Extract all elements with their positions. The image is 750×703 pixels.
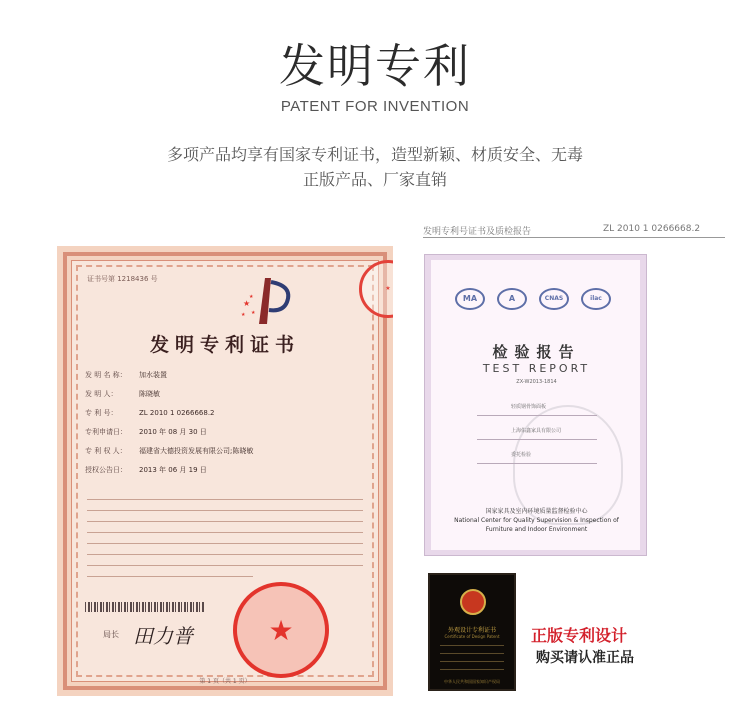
barcode-icon xyxy=(85,602,205,612)
report-row: 轻质钢骨饰面板 xyxy=(511,404,547,410)
report-caption-left: 发明专利号证书及质检报告 xyxy=(423,227,532,237)
cal-logo-icon: A xyxy=(497,288,527,310)
field-row: 发 明 人： 陈晓敏 xyxy=(85,390,160,398)
caption-divider xyxy=(423,237,725,238)
field-row: 授权公告日： 2013 年 06 月 19 日 xyxy=(85,466,207,474)
cma-logo-icon: MA xyxy=(455,288,485,310)
report-row: 上海佑鑫家具有限公司 xyxy=(511,428,562,434)
report-title: 检验报告 xyxy=(492,343,581,361)
certificate-number: 证书号第 1218436 号 xyxy=(87,275,158,283)
ilac-logo-icon: ilac xyxy=(581,288,611,310)
report-number: ZX-W2013-1814 xyxy=(516,379,557,385)
field-row: 专利申请日： 2010 年 08 月 30 日 xyxy=(85,428,207,436)
book-footer: 中华人民共和国国家知识产权局 xyxy=(444,679,500,684)
page-subtitle: PATENT FOR INVENTION xyxy=(280,98,470,115)
org-en-2: Furniture and Indoor Environment xyxy=(485,526,588,533)
cnas-logo-icon: CNAS xyxy=(539,288,569,310)
patent-certificate xyxy=(57,246,393,696)
page-title: 发明专利 xyxy=(279,39,471,93)
book-line xyxy=(440,653,504,654)
report-row-line xyxy=(477,415,597,416)
field-row: 专 利 号： ZL 2010 1 0266668.2 xyxy=(85,409,215,417)
description-line-1: 多项产品均享有国家专利证书，造型新颖、材质安全、无毒 xyxy=(166,145,583,164)
book-title: 外观设计专利证书 xyxy=(447,627,496,634)
certificate-body-text xyxy=(87,499,363,587)
report-title-en: TEST REPORT xyxy=(482,362,591,375)
svg-text:★: ★ xyxy=(251,310,256,316)
report-organization xyxy=(425,507,648,534)
design-patent-book xyxy=(428,573,516,691)
national-emblem-icon xyxy=(460,589,486,615)
genuine-patent-label: 正版专利设计 xyxy=(531,626,628,645)
book-line xyxy=(440,661,504,662)
test-report xyxy=(424,254,647,556)
svg-text:★: ★ xyxy=(243,299,251,308)
report-row: 委托检验 xyxy=(511,452,532,458)
book-subtitle: Certificate of Design Patent xyxy=(444,634,500,639)
official-seal-icon: ★ xyxy=(233,582,329,678)
description-line-2: 正版产品、厂家直销 xyxy=(302,170,447,189)
certificate-page-number: 第 1 页（共 1 页） xyxy=(199,678,251,685)
description xyxy=(0,142,750,192)
patent-office-logo-icon xyxy=(237,274,297,329)
certificate-fields xyxy=(85,370,375,484)
report-row-line xyxy=(477,439,597,440)
book-line xyxy=(440,669,504,670)
report-caption-right: ZL 2010 1 0266668.2 xyxy=(603,224,701,234)
report-row-line xyxy=(477,463,597,464)
signature-label: 局长 xyxy=(103,630,119,639)
report-logos xyxy=(455,288,615,318)
top-right-seal-icon: ★ xyxy=(359,260,393,318)
book-line xyxy=(440,645,504,646)
svg-text:★: ★ xyxy=(249,294,254,300)
org-cn: 国家家具及室内环境质量监督检验中心 xyxy=(485,508,588,515)
org-en-1: National Center for Quality Supervision & Inspection of xyxy=(454,517,619,524)
signature: 田力普 xyxy=(133,624,193,648)
certificate-heading: 发明专利证书 xyxy=(149,334,300,356)
field-row: 专 利 权 人： 福建省大德投资发展有限公司;陈晓敏 xyxy=(85,447,254,455)
field-row: 发 明 名 称： 加水装置 xyxy=(85,371,167,379)
svg-text:★: ★ xyxy=(241,312,246,318)
buy-genuine-label: 购买请认准正品 xyxy=(536,650,634,666)
